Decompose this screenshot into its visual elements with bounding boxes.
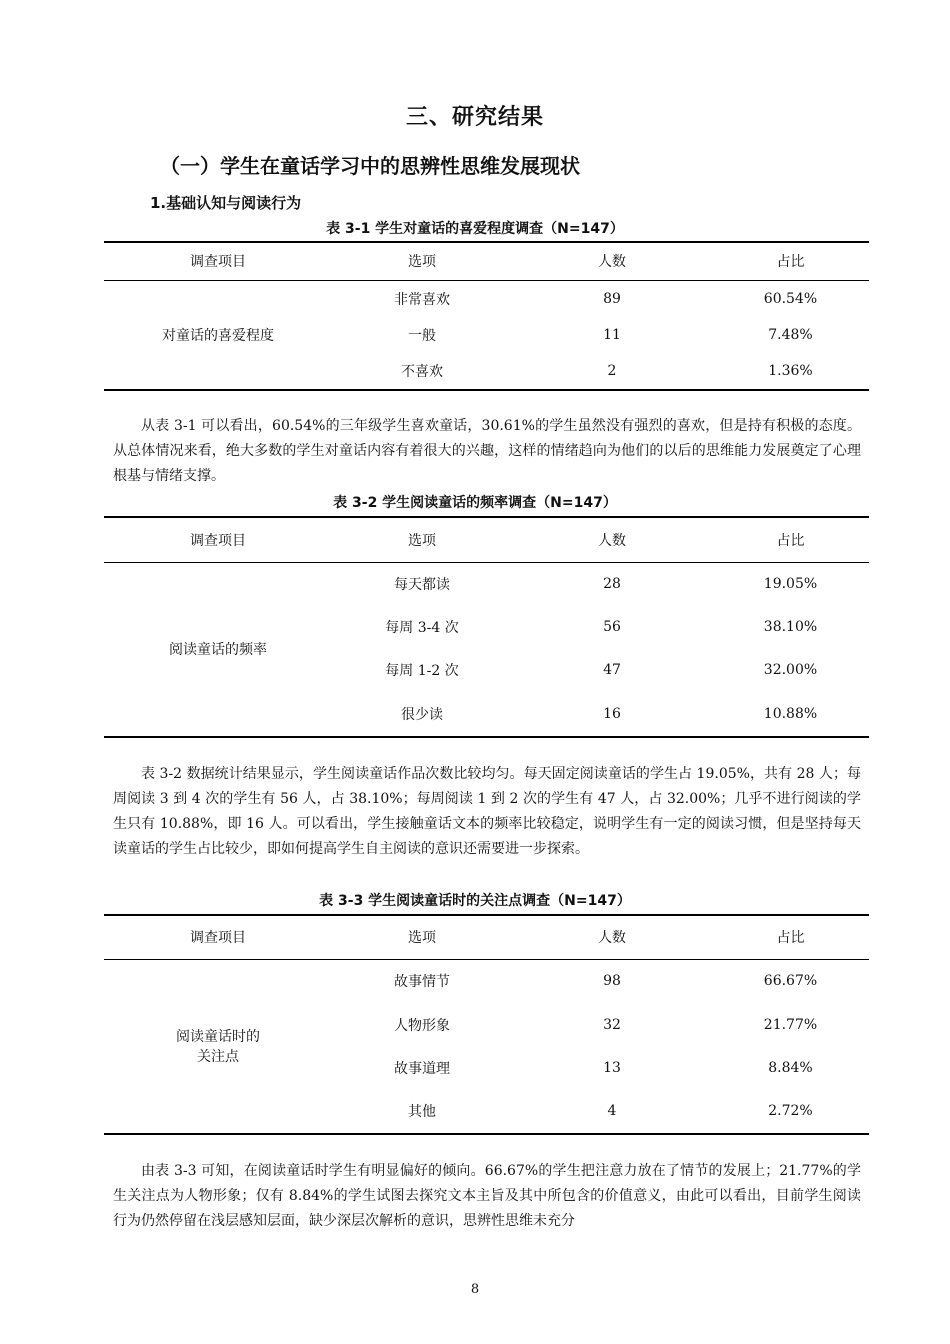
ratio-cell: 8.84% xyxy=(768,1059,813,1076)
item-line: 关注点 xyxy=(197,1049,239,1066)
item-cell xyxy=(104,959,332,1134)
header-cell: 人数 xyxy=(598,254,626,271)
survey-table xyxy=(104,241,869,391)
ratio-cell: 60.54% xyxy=(763,290,818,307)
subsubsection-heading: 1.基础认知与阅读行为 xyxy=(150,194,302,212)
survey-table xyxy=(104,914,869,1135)
count-cell: 11 xyxy=(603,327,621,343)
option-cell: 很少读 xyxy=(401,706,443,723)
paragraph: 由表 3-3 可知，在阅读童话时学生有明显偏好的倾向。66.67%的学生把注意力放在了情节的发展上；21.77%的学生关注点为人物形象；仅有 8.84%的学生试图去探究文本主旨及其中所包含的价值意义，由此可以看出，目前学生阅读行为仍然停留在浅层感知层面，缺少深层次解析的意识，思辨性思维未充分 xyxy=(113,1163,861,1229)
table-header-row xyxy=(104,517,869,562)
option-cell: 非常喜欢 xyxy=(394,291,450,308)
count-cell: 98 xyxy=(603,973,621,990)
count-cell: 13 xyxy=(603,1059,621,1076)
table-row xyxy=(104,280,869,317)
table-caption: 表 3-2 学生阅读童话的频率调查（N=147） xyxy=(333,495,617,511)
count-cell: 56 xyxy=(603,618,621,635)
ratio-cell: 2.72% xyxy=(768,1103,813,1119)
count-cell: 28 xyxy=(603,575,621,592)
option-cell: 不喜欢 xyxy=(401,364,443,380)
item-line: 阅读童话时的 xyxy=(176,1029,260,1046)
option-cell: 人物形象 xyxy=(394,1017,450,1034)
option-cell: 一般 xyxy=(408,328,436,344)
ratio-cell: 19.05% xyxy=(763,575,818,592)
option-cell: 每周 3-4 次 xyxy=(385,619,459,636)
item-cell: 对童话的喜爱程度 xyxy=(162,327,274,344)
ratio-cell: 1.36% xyxy=(768,363,813,379)
count-cell: 32 xyxy=(603,1016,621,1033)
table-header-row xyxy=(104,915,869,959)
ratio-cell: 38.10% xyxy=(763,618,818,635)
table-header-row xyxy=(104,242,869,280)
ratio-cell: 66.67% xyxy=(763,973,818,990)
option-cell: 每天都读 xyxy=(394,576,450,593)
header-cell: 占比 xyxy=(776,254,805,271)
table-row xyxy=(104,959,869,1003)
header-cell: 调查项目 xyxy=(190,930,246,947)
count-cell: 2 xyxy=(607,363,617,379)
header-cell: 选项 xyxy=(408,930,436,947)
header-cell: 调查项目 xyxy=(190,532,246,549)
subsection-heading: （一）学生在童话学习中的思辨性思维发展现状 xyxy=(160,154,580,178)
header-cell: 人数 xyxy=(598,930,626,947)
table-caption: 表 3-3 学生阅读童话时的关注点调查（N=147） xyxy=(319,893,631,909)
paragraph: 表 3-2 数据统计结果显示，学生阅读童话作品次数比较均匀。每天固定阅读童话的学生占 19.05%，共有 28 人；每周阅读 3 到 4 次的学生有 56 人，占 38.10%；每周阅读 1 到 2 次的学生有 47 人，占 32.00%；几乎不进行阅读的学生只有 10.88%，即 16 人。可以看出，学生接触童话文本的频率比较稳定，说明学生有一定的阅读习惯，但是坚持每天读童话的学生占比较少，即如何提高学生自主阅读的意识还需要进一步探索。 xyxy=(113,766,861,857)
option-cell: 其他 xyxy=(408,1104,436,1120)
count-cell: 4 xyxy=(607,1103,617,1119)
section-heading: 三、研究结果 xyxy=(405,105,544,130)
table-caption: 表 3-1 学生对童话的喜爱程度调查（N=147） xyxy=(326,221,624,237)
ratio-cell: 21.77% xyxy=(763,1016,818,1033)
ratio-cell: 32.00% xyxy=(763,661,818,678)
page-number: 8 xyxy=(470,1282,480,1297)
paragraph: 从表 3-1 可以看出，60.54%的三年级学生喜欢童话，30.61%的学生虽然没有强烈的喜欢，但是持有积极的态度。从总体情况来看，绝大多数的学生对童话内容有着很大的兴趣，这样的情绪趋向为他们的以后的思维能力发展奠定了心理根基与情绪支撑。 xyxy=(113,418,861,484)
option-cell: 故事道理 xyxy=(394,1060,450,1077)
header-cell: 选项 xyxy=(408,532,436,549)
count-cell: 16 xyxy=(603,705,621,722)
header-cell: 占比 xyxy=(776,930,805,947)
survey-table xyxy=(104,516,869,738)
option-cell: 每周 1-2 次 xyxy=(385,662,459,679)
header-cell: 占比 xyxy=(776,532,805,549)
option-cell: 故事情节 xyxy=(394,974,450,991)
ratio-cell: 10.88% xyxy=(763,705,818,722)
table-row xyxy=(104,562,869,605)
header-cell: 调查项目 xyxy=(190,254,246,271)
header-cell: 选项 xyxy=(408,254,436,271)
count-cell: 47 xyxy=(603,661,621,678)
ratio-cell: 7.48% xyxy=(768,327,813,343)
item-cell: 阅读童话的频率 xyxy=(169,642,267,659)
header-cell: 人数 xyxy=(598,532,626,549)
count-cell: 89 xyxy=(603,290,621,307)
